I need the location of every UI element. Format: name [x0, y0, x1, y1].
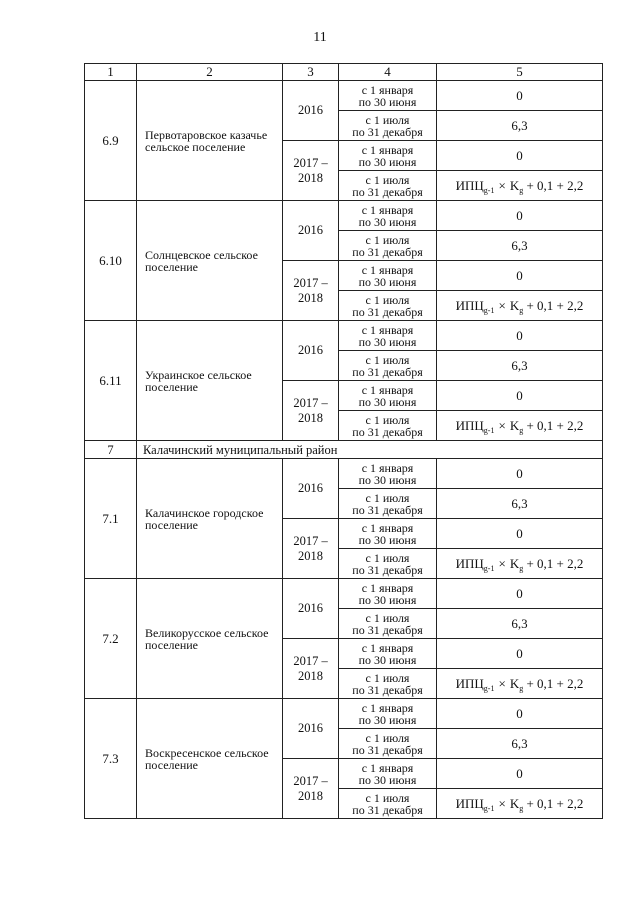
settlement-code: 6.9: [85, 81, 137, 201]
period-from: с 1 января: [361, 520, 414, 535]
value-cell: [437, 111, 603, 141]
period-cell: [339, 699, 437, 729]
formula-k-subscript: g: [519, 425, 524, 435]
formula-k: K: [509, 795, 520, 811]
period-cell: [339, 549, 437, 579]
district-name: Калачинский муниципальный район: [137, 441, 603, 459]
period-to: по 30 июня: [358, 94, 417, 109]
formula-cell: [437, 669, 603, 699]
value-text: 6,3: [511, 495, 528, 511]
period-to: по 31 декабря: [352, 184, 423, 199]
period-to: по 30 июня: [358, 592, 417, 607]
formula-cell: [437, 789, 603, 819]
settlement-name: Солнцевское сельское поселение: [137, 201, 283, 321]
formula-times: ×: [498, 297, 506, 313]
value-text: 6,3: [511, 615, 528, 631]
formula-base: ИПЦ: [455, 795, 484, 811]
formula-base: ИПЦ: [455, 417, 484, 433]
value-text: 6,3: [511, 237, 528, 253]
value-cell: [437, 699, 603, 729]
year-2017-2018: [283, 381, 339, 441]
period-to: по 30 июня: [358, 334, 417, 349]
formula-subscript: g-1: [483, 803, 495, 813]
year-label: 2016: [298, 601, 323, 615]
period-to: по 30 июня: [358, 772, 417, 787]
settlement-code: 7.2: [85, 579, 137, 699]
value-text: 6,3: [511, 357, 528, 373]
period-cell: [339, 609, 437, 639]
formula-times: ×: [498, 177, 506, 193]
period-cell: [339, 81, 437, 111]
period-to: по 31 декабря: [352, 124, 423, 139]
district-row: [85, 441, 603, 459]
value-text: 0: [516, 267, 523, 283]
year-2016: [283, 321, 339, 381]
value-cell: [437, 609, 603, 639]
value-cell: [437, 759, 603, 789]
period-to: по 30 июня: [358, 652, 417, 667]
year-label: 2016: [298, 481, 323, 495]
year-2016: [283, 81, 339, 141]
period-to: по 31 декабря: [352, 622, 423, 637]
formula-tail: + 0,1 + 2,2: [526, 417, 584, 433]
year-label-line1: 2017 –: [293, 275, 328, 290]
formula-k: K: [509, 675, 520, 691]
year-label-line2: 2018: [298, 290, 323, 305]
period-to: по 31 декабря: [352, 742, 423, 757]
period-to: по 30 июня: [358, 472, 417, 487]
period-from: с 1 июля: [365, 352, 410, 367]
formula-base: ИПЦ: [455, 177, 484, 193]
year-label-line2: 2018: [298, 548, 323, 563]
value-text: 0: [516, 765, 523, 781]
header-row: [85, 64, 603, 81]
formula-subscript: g-1: [483, 185, 495, 195]
value-cell: [437, 201, 603, 231]
period-cell: [339, 729, 437, 759]
year-label-line2: 2018: [298, 170, 323, 185]
period-from: с 1 июля: [365, 412, 410, 427]
formula-cell: [437, 411, 603, 441]
value-cell: [437, 729, 603, 759]
value-cell: [437, 639, 603, 669]
period-to: по 31 декабря: [352, 424, 423, 439]
period-from: с 1 января: [361, 262, 414, 277]
period-to: по 30 июня: [358, 274, 417, 289]
year-label: 2016: [298, 721, 323, 735]
period-cell: [339, 201, 437, 231]
year-label: 2016: [298, 103, 323, 117]
period-cell: [339, 579, 437, 609]
formula-subscript: g-1: [483, 563, 495, 573]
period-cell: [339, 231, 437, 261]
formula-cell: [437, 291, 603, 321]
settlement-row: [85, 201, 603, 231]
formula-base: ИПЦ: [455, 555, 484, 571]
period-to: по 31 декабря: [352, 502, 423, 517]
period-to: по 30 июня: [358, 532, 417, 547]
year-2017-2018: [283, 519, 339, 579]
col-header-4: 4: [339, 64, 437, 81]
year-label-line1: 2017 –: [293, 155, 328, 170]
period-from: с 1 июля: [365, 490, 410, 505]
formula-cell: [437, 171, 603, 201]
period-cell: [339, 789, 437, 819]
period-from: с 1 июля: [365, 292, 410, 307]
period-from: с 1 января: [361, 82, 414, 97]
year-label-line2: 2018: [298, 668, 323, 683]
year-2016: [283, 579, 339, 639]
year-2017-2018: [283, 759, 339, 819]
period-from: с 1 января: [361, 142, 414, 157]
col-header-5: 5: [437, 64, 603, 81]
value-text: 0: [516, 87, 523, 103]
period-cell: [339, 411, 437, 441]
year-label: 2016: [298, 343, 323, 357]
formula-subscript: g-1: [483, 683, 495, 693]
period-from: с 1 июля: [365, 232, 410, 247]
formula-subscript: g-1: [483, 425, 495, 435]
period-from: с 1 июля: [365, 790, 410, 805]
col-header-2: 2: [137, 64, 283, 81]
value-text: 0: [516, 525, 523, 541]
period-to: по 30 июня: [358, 394, 417, 409]
year-2017-2018: [283, 639, 339, 699]
formula-times: ×: [498, 675, 506, 691]
value-cell: [437, 519, 603, 549]
period-to: по 30 июня: [358, 154, 417, 169]
value-text: 0: [516, 465, 523, 481]
formula-k: K: [509, 177, 520, 193]
settlement-name: Воскресенское сельское поселение: [137, 699, 283, 819]
settlement-row: [85, 699, 603, 729]
value-text: 0: [516, 585, 523, 601]
col-header-3: 3: [283, 64, 339, 81]
period-to: по 31 декабря: [352, 562, 423, 577]
formula-k-subscript: g: [519, 563, 524, 573]
formula-base: ИПЦ: [455, 297, 484, 313]
year-label: 2016: [298, 223, 323, 237]
settlement-row: [85, 81, 603, 111]
period-from: с 1 июля: [365, 610, 410, 625]
formula-cell: [437, 549, 603, 579]
formula-k-subscript: g: [519, 803, 524, 813]
settlement-row: [85, 579, 603, 609]
value-text: 0: [516, 147, 523, 163]
value-cell: [437, 489, 603, 519]
value-text: 0: [516, 387, 523, 403]
settlement-code: 7.3: [85, 699, 137, 819]
settlement-name: Первотаровское казачье сельское поселение: [137, 81, 283, 201]
value-cell: [437, 321, 603, 351]
period-cell: [339, 291, 437, 321]
period-cell: [339, 489, 437, 519]
formula-tail: + 0,1 + 2,2: [526, 177, 584, 193]
period-to: по 31 декабря: [352, 304, 423, 319]
period-from: с 1 января: [361, 640, 414, 655]
period-cell: [339, 459, 437, 489]
period-cell: [339, 111, 437, 141]
page-number: 11: [313, 30, 327, 45]
period-from: с 1 января: [361, 460, 414, 475]
settlement-code: 6.11: [85, 321, 137, 441]
period-from: с 1 июля: [365, 112, 410, 127]
value-text: 0: [516, 705, 523, 721]
settlement-row: [85, 459, 603, 489]
formula-tail: + 0,1 + 2,2: [526, 675, 584, 691]
value-cell: [437, 231, 603, 261]
period-to: по 30 июня: [358, 214, 417, 229]
formula-base: ИПЦ: [455, 675, 484, 691]
period-from: с 1 января: [361, 202, 414, 217]
settlement-code: 6.10: [85, 201, 137, 321]
period-cell: [339, 669, 437, 699]
formula-k-subscript: g: [519, 683, 524, 693]
value-cell: [437, 141, 603, 171]
year-2016: [283, 201, 339, 261]
period-from: с 1 января: [361, 580, 414, 595]
period-to: по 31 декабря: [352, 364, 423, 379]
formula-times: ×: [498, 795, 506, 811]
period-from: с 1 июля: [365, 550, 410, 565]
period-cell: [339, 321, 437, 351]
year-2017-2018: [283, 261, 339, 321]
value-cell: [437, 81, 603, 111]
formula-times: ×: [498, 417, 506, 433]
year-label-line1: 2017 –: [293, 395, 328, 410]
value-cell: [437, 459, 603, 489]
settlement-name: Великорусское сельское поселение: [137, 579, 283, 699]
period-from: с 1 января: [361, 382, 414, 397]
formula-tail: + 0,1 + 2,2: [526, 297, 584, 313]
tariff-table: [84, 63, 603, 819]
year-2016: [283, 459, 339, 519]
settlement-row: [85, 321, 603, 351]
period-cell: [339, 759, 437, 789]
period-from: с 1 июля: [365, 730, 410, 745]
settlement-name: Украинское сельское поселение: [137, 321, 283, 441]
formula-tail: + 0,1 + 2,2: [526, 795, 584, 811]
formula-k-subscript: g: [519, 185, 524, 195]
formula-k: K: [509, 417, 520, 433]
formula-times: ×: [498, 555, 506, 571]
period-to: по 31 декабря: [352, 802, 423, 817]
settlement-name: Калачинское городское поселение: [137, 459, 283, 579]
period-from: с 1 июля: [365, 172, 410, 187]
period-to: по 31 декабря: [352, 682, 423, 697]
formula-k: K: [509, 297, 520, 313]
value-cell: [437, 261, 603, 291]
value-text: 0: [516, 645, 523, 661]
period-cell: [339, 141, 437, 171]
period-from: с 1 января: [361, 760, 414, 775]
value-cell: [437, 579, 603, 609]
formula-subscript: g-1: [483, 305, 495, 315]
value-text: 6,3: [511, 117, 528, 133]
period-cell: [339, 351, 437, 381]
year-label-line2: 2018: [298, 788, 323, 803]
formula-tail: + 0,1 + 2,2: [526, 555, 584, 571]
district-code: 7: [85, 441, 137, 459]
year-label-line1: 2017 –: [293, 653, 328, 668]
value-text: 0: [516, 207, 523, 223]
formula-k-subscript: g: [519, 305, 524, 315]
value-text: 6,3: [511, 735, 528, 751]
period-cell: [339, 381, 437, 411]
period-cell: [339, 519, 437, 549]
year-label-line1: 2017 –: [293, 773, 328, 788]
period-cell: [339, 639, 437, 669]
formula-k: K: [509, 555, 520, 571]
period-from: с 1 января: [361, 700, 414, 715]
value-text: 0: [516, 327, 523, 343]
settlement-code: 7.1: [85, 459, 137, 579]
value-cell: [437, 351, 603, 381]
period-to: по 30 июня: [358, 712, 417, 727]
period-cell: [339, 261, 437, 291]
year-2016: [283, 699, 339, 759]
year-2017-2018: [283, 141, 339, 201]
col-header-1: 1: [85, 64, 137, 81]
year-label-line1: 2017 –: [293, 533, 328, 548]
value-cell: [437, 381, 603, 411]
year-label-line2: 2018: [298, 410, 323, 425]
period-cell: [339, 171, 437, 201]
period-from: с 1 июля: [365, 670, 410, 685]
period-to: по 31 декабря: [352, 244, 423, 259]
period-from: с 1 января: [361, 322, 414, 337]
